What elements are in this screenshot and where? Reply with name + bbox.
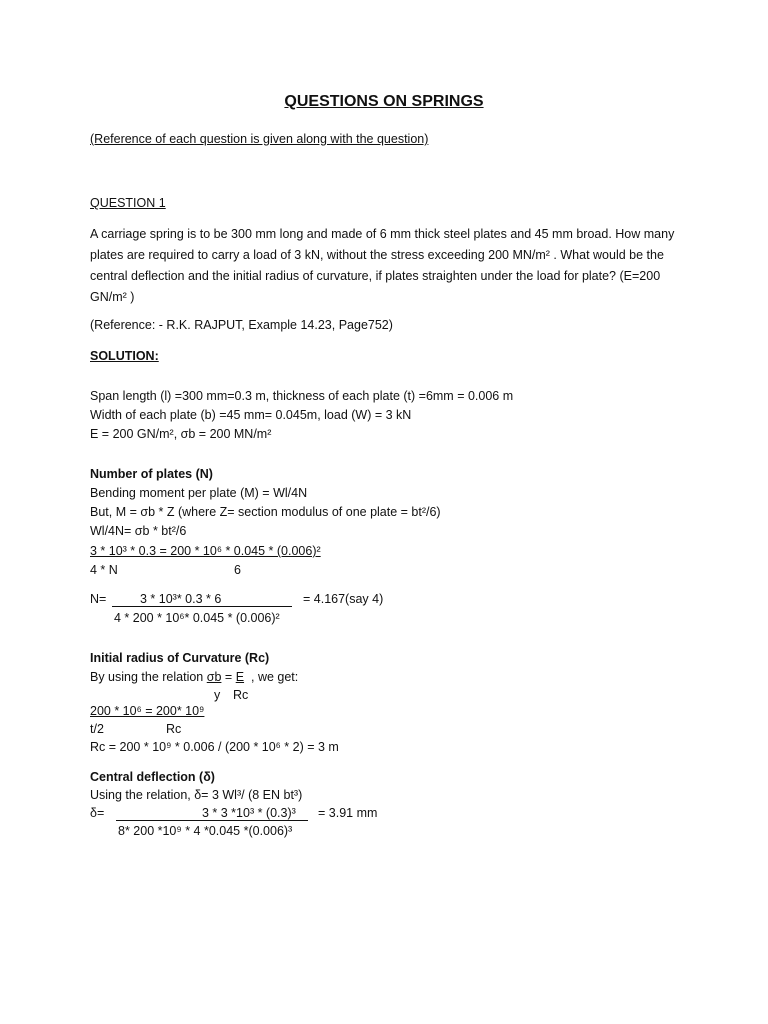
sigma-symbol: σb [206, 670, 222, 684]
given-line-2: Width of each plate (b) =45 mm= 0.045m, load (W) = 3 kN [90, 408, 412, 422]
radius-fraction-denominator-left: t/2 [90, 722, 104, 736]
plates-line-2: But, M = σb * Z (where Z= section modulus of one plate = bt²/6) [90, 505, 441, 519]
radius-result: Rc = 200 * 10⁹ * 0.006 / (200 * 10⁶ * 2) = 3 m [90, 740, 339, 754]
deflection-relation: Using the relation, δ= 3 Wl³/ (8 EN bt³) [90, 788, 303, 802]
plates-fraction-denominator-left: 4 * N [90, 563, 118, 577]
n-fraction-bar [112, 606, 292, 607]
plates-fraction-denominator-right: 6 [234, 563, 241, 577]
n-label: N= [90, 592, 107, 606]
plates-line-1: Bending moment per plate (M) = Wl/4N [90, 486, 308, 500]
plates-fraction-numerator: 3 * 10³ * 0.3 = 200 * 10⁶ * 0.045 * (0.006)² [90, 544, 321, 558]
page-title: QUESTIONS ON SPRINGS [284, 93, 484, 110]
deflection-denominator: 8* 200 *10⁹ * 4 *0.045 *(0.006)³ [118, 824, 293, 838]
e-symbol: E [235, 670, 245, 684]
given-line-1: Span length (l) =300 mm=0.3 m, thickness of each plate (t) =6mm = 0.006 m [90, 389, 514, 403]
question-heading: QUESTION 1 [90, 196, 166, 210]
reference-note: (Reference of each question is given along with the question) [90, 132, 429, 146]
deflection-label: δ= [90, 806, 105, 820]
deflection-numerator: 3 * 3 *10³ * (0.3)³ [202, 806, 296, 820]
n-result: = 4.167(say 4) [303, 592, 384, 606]
solution-heading: SOLUTION: [90, 349, 159, 363]
radius-relation-line [90, 670, 298, 685]
radius-heading: Initial radius of Curvature (Rc) [90, 651, 270, 665]
radius-relation-suffix: , we get: [251, 670, 299, 684]
deflection-result: = 3.91 mm [318, 806, 378, 820]
rc-symbol: Rc [233, 688, 249, 702]
radius-fraction-numerator: 200 * 10⁶ = 200* 10⁹ [90, 704, 205, 718]
given-line-3: E = 200 GN/m², σb = 200 MN/m² [90, 427, 272, 441]
radius-fraction-denominator-right: Rc [166, 722, 182, 736]
n-denominator: 4 * 200 * 10⁶* 0.045 * (0.006)² [114, 611, 280, 625]
question-text: A carriage spring is to be 300 mm long and made of 6 mm thick steel plates and 45 mm broad. How many plates are required to carry a load of 3 kN, without the stress exceeding 200 MN/m² . What would be the central deflection and the initial radius of curvature, if plates straighten under the load for plate? (E=200 GN/m² ) [90, 227, 675, 304]
question-reference: (Reference: - R.K. RAJPUT, Example 14.23, Page752) [90, 318, 393, 332]
n-numerator: 3 * 10³* 0.3 * 6 [140, 592, 222, 606]
plates-heading: Number of plates (N) [90, 467, 213, 481]
plates-line-3: Wl/4N= σb * bt²/6 [90, 524, 187, 538]
deflection-heading: Central deflection (δ) [90, 770, 215, 784]
y-symbol: y [214, 688, 221, 702]
deflection-fraction-bar [116, 820, 308, 821]
equals-sign: = [224, 670, 233, 684]
radius-relation-prefix: By using the relation [90, 670, 204, 684]
